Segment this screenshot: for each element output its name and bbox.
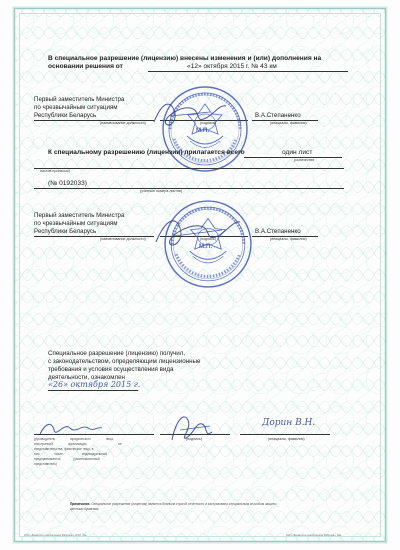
caption-l1a: (руководитель xyxy=(34,437,56,441)
sig2-mp: М.П. xyxy=(199,243,213,250)
footer-right: ОАО «Банкнотно-эмиссионная Фабрика», Зак. xyxy=(286,534,342,537)
note-text: Специальное разрешение (лицензия) является бланком строгой отчетности и застрахована специальным способом защиты xyxy=(91,502,277,506)
attachment-reg-line xyxy=(34,188,344,189)
sig1-handwritten-signature-icon xyxy=(150,96,230,132)
caption-l5b: (уполномоченный xyxy=(73,457,100,461)
attachment-sheets-caption: листов прописью) xyxy=(40,169,70,173)
sig2-position-caption: (наименование должности) xyxy=(100,237,146,241)
sig1-mp: М.П. xyxy=(196,127,210,134)
recipient-caption-6: представитель) xyxy=(34,462,57,466)
recipient-name-caption: (инициалы, фамилия) xyxy=(268,437,305,441)
caption-l4b: числе xyxy=(54,452,63,456)
attachment-count-caption: (количество xyxy=(294,158,315,162)
amendment-line-1: В специальное разрешение (лицензию) внесены изменения и (или) дополнения на xyxy=(48,55,322,62)
receipt-handwritten-date: «26» октября 2015 г. xyxy=(48,380,141,389)
sig2-title-l3: Республики Беларусь xyxy=(34,228,97,235)
sig1-name-caption: (инициалы, фамилия) xyxy=(270,121,307,125)
footer-left: ОАО «Банкнотно-эмиссионная Фабрика», 2016, Зак. xyxy=(24,534,88,537)
receipt-line-3: требования и условия осуществления вида xyxy=(48,366,174,373)
caption-l4a: том xyxy=(34,452,40,456)
recipient-signature-caption: (подпись) xyxy=(186,437,202,441)
recipient-caption-2 xyxy=(34,442,122,446)
sig2-handwritten-signature-icon xyxy=(150,210,246,254)
caption-l1b: юридического xyxy=(70,437,91,441)
recipient-caption-5 xyxy=(34,457,100,461)
attachment-text: К специальному разрешению (лицензии) прилагается всего xyxy=(48,149,245,156)
caption-l2a: иностранной xyxy=(34,442,53,446)
amendment-line-2 xyxy=(48,63,123,71)
caption-l2b: организации, xyxy=(67,442,88,446)
amendment-month-year: октября 2015 г. xyxy=(203,63,250,70)
attachment-reg-caption: (учетные номера листов) xyxy=(140,189,183,193)
amendment-date xyxy=(187,63,277,71)
attachment-reg-number: (№ 0192033) xyxy=(48,180,87,187)
receipt-date-line xyxy=(48,390,138,391)
caption-l2c: ее xyxy=(118,442,122,446)
sig2-title-l1: Первый заместитель Министра xyxy=(34,212,125,219)
sig1-title-l3: Республики Беларусь xyxy=(34,112,97,119)
attachment-sheets-line xyxy=(34,168,344,169)
receipt-line-2: с законодательством, определяющим лицензионные xyxy=(48,358,201,365)
recipient-signature-icon xyxy=(166,410,218,450)
caption-l5a: предприниматель xyxy=(34,457,61,461)
amendment-prefix: основании решения от xyxy=(48,63,123,70)
note-line-2: ценными бумагами. xyxy=(70,507,100,511)
recipient-handwritten-name: Дорин В.Н. xyxy=(262,418,316,428)
recipient-name-line xyxy=(240,434,330,435)
note-label: Примечание. xyxy=(70,502,91,506)
amendment-number: № 43 км xyxy=(251,63,277,70)
recipient-signature-line xyxy=(160,434,230,435)
sig2-title-l2: по чрезвычайным ситуациям xyxy=(34,220,118,227)
attachment-count: один лист xyxy=(282,149,313,156)
sig1-title-l2: по чрезвычайным ситуациям xyxy=(34,104,118,111)
note-line-1 xyxy=(70,502,276,506)
sig1-title-l1: Первый заместитель Министра xyxy=(34,96,125,103)
caption-l4c: индивидуальный xyxy=(81,452,108,456)
sig2-signature-caption: (подпись) xyxy=(200,237,216,241)
caption-l1c: лица, xyxy=(105,437,114,441)
amendment-underline xyxy=(148,71,348,72)
recipient-caption-3: представительства, физическое лицо, в xyxy=(34,447,94,451)
sig1-signature-caption: (подпись) xyxy=(200,121,216,125)
sig1-position-caption: (наименование должности) xyxy=(100,121,146,125)
recipient-caption-4 xyxy=(34,452,107,456)
receipt-line-4: деятельности, ознакомлен xyxy=(48,374,125,381)
recipient-caption-1 xyxy=(34,437,114,441)
recipient-position-line xyxy=(34,434,154,435)
sig1-name: В.А.Степаненко xyxy=(255,112,301,119)
receipt-line-1: Специальное разрешение (лицензию) получил, xyxy=(48,350,186,357)
sig2-name: В.А.Степаненко xyxy=(255,228,301,235)
attachment-count-line xyxy=(244,157,342,158)
sig2-name-caption: (инициалы, фамилия) xyxy=(270,237,307,241)
amendment-day: «12» xyxy=(187,63,202,70)
